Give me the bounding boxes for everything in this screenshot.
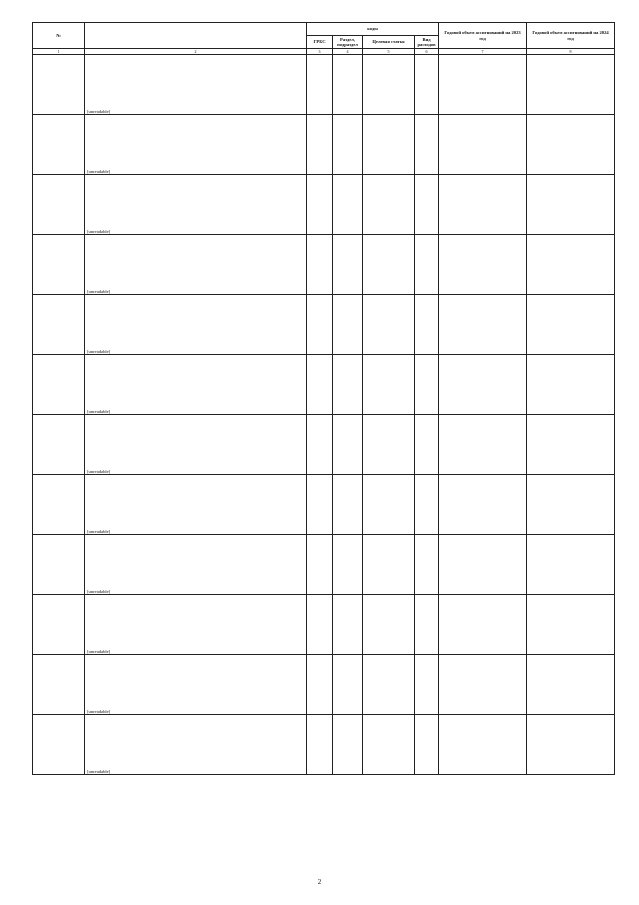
row-name: [unreadable] [85, 115, 307, 175]
row-csr [363, 235, 415, 295]
row-name: [unreadable] [85, 655, 307, 715]
row-vol2024 [527, 55, 615, 115]
row-grbs [307, 475, 333, 535]
index-cell: 5 [363, 49, 415, 55]
index-cell: 3 [307, 49, 333, 55]
row-vol2024 [527, 535, 615, 595]
row-vr [415, 55, 439, 115]
row-number [33, 475, 85, 535]
row-grbs [307, 295, 333, 355]
row-vol2023 [439, 115, 527, 175]
row-name: [unreadable] [85, 475, 307, 535]
index-cell: 2 [85, 49, 307, 55]
row-vol2024 [527, 715, 615, 775]
row-grbs [307, 115, 333, 175]
row-razdel [333, 115, 363, 175]
row-name: [unreadable] [85, 355, 307, 415]
row-vr [415, 595, 439, 655]
table-row [33, 295, 615, 355]
col-no: № [33, 23, 85, 49]
col-csr: Целевая статья [363, 36, 415, 49]
row-csr [363, 475, 415, 535]
col-vol2024: Годовой объем ассигнований на 2024 год [527, 23, 615, 49]
row-number [33, 355, 85, 415]
row-csr [363, 295, 415, 355]
row-vol2024 [527, 295, 615, 355]
row-vol2023 [439, 235, 527, 295]
row-csr [363, 535, 415, 595]
index-cell: 4 [333, 49, 363, 55]
row-vol2023 [439, 535, 527, 595]
row-razdel [333, 595, 363, 655]
row-vol2024 [527, 655, 615, 715]
row-vr [415, 355, 439, 415]
table-body [33, 55, 615, 775]
index-cell: 6 [415, 49, 439, 55]
row-vol2023 [439, 415, 527, 475]
row-csr [363, 175, 415, 235]
table-row [33, 235, 615, 295]
table-row [33, 475, 615, 535]
row-csr [363, 595, 415, 655]
row-csr [363, 715, 415, 775]
row-vr [415, 235, 439, 295]
row-csr [363, 115, 415, 175]
row-vr [415, 295, 439, 355]
row-razdel [333, 175, 363, 235]
row-vr [415, 535, 439, 595]
row-vol2024 [527, 175, 615, 235]
row-csr [363, 415, 415, 475]
row-name: [unreadable] [85, 535, 307, 595]
row-name: [unreadable] [85, 595, 307, 655]
row-number [33, 535, 85, 595]
col-codes: коды [307, 23, 439, 36]
row-vol2023 [439, 55, 527, 115]
row-vol2023 [439, 655, 527, 715]
index-cell: 8 [527, 49, 615, 55]
col-grbs: ГРБС [307, 36, 333, 49]
row-grbs [307, 715, 333, 775]
row-vr [415, 475, 439, 535]
row-vol2023 [439, 595, 527, 655]
table-row [33, 655, 615, 715]
col-razdel: Раздел, подраздел [333, 36, 363, 49]
row-grbs [307, 355, 333, 415]
row-number [33, 175, 85, 235]
row-csr [363, 55, 415, 115]
row-vol2023 [439, 715, 527, 775]
row-csr [363, 655, 415, 715]
row-name: [unreadable] [85, 175, 307, 235]
row-razdel [333, 295, 363, 355]
table-row [33, 415, 615, 475]
budget-table [32, 22, 615, 775]
col-name [85, 23, 307, 49]
row-number [33, 55, 85, 115]
row-vr [415, 115, 439, 175]
row-vol2024 [527, 415, 615, 475]
row-grbs [307, 175, 333, 235]
budget-table-page [32, 22, 614, 775]
col-vol2023: Годовой объем ассигнований на 2023 год [439, 23, 527, 49]
row-vol2024 [527, 115, 615, 175]
row-razdel [333, 655, 363, 715]
index-cell: 1 [33, 49, 85, 55]
row-vol2024 [527, 235, 615, 295]
row-razdel [333, 235, 363, 295]
row-vr [415, 175, 439, 235]
row-number [33, 715, 85, 775]
row-number [33, 295, 85, 355]
row-grbs [307, 655, 333, 715]
row-name: [unreadable] [85, 295, 307, 355]
row-vol2024 [527, 475, 615, 535]
row-razdel [333, 355, 363, 415]
col-vr: Вид расходов [415, 36, 439, 49]
table-row [33, 595, 615, 655]
row-number [33, 415, 85, 475]
row-vol2023 [439, 355, 527, 415]
row-name: [unreadable] [85, 415, 307, 475]
row-vr [415, 655, 439, 715]
table-row [33, 55, 615, 115]
row-grbs [307, 55, 333, 115]
row-number [33, 595, 85, 655]
table-row [33, 535, 615, 595]
row-razdel [333, 55, 363, 115]
row-vr [415, 415, 439, 475]
row-vol2023 [439, 175, 527, 235]
table-row [33, 115, 615, 175]
row-razdel [333, 475, 363, 535]
row-grbs [307, 595, 333, 655]
row-grbs [307, 235, 333, 295]
row-name: [unreadable] [85, 235, 307, 295]
row-vol2024 [527, 355, 615, 415]
row-name: [unreadable] [85, 55, 307, 115]
row-number [33, 235, 85, 295]
row-razdel [333, 415, 363, 475]
row-csr [363, 355, 415, 415]
index-cell: 7 [439, 49, 527, 55]
row-number [33, 115, 85, 175]
row-grbs [307, 535, 333, 595]
row-number [33, 655, 85, 715]
table-row [33, 355, 615, 415]
table-row [33, 175, 615, 235]
row-razdel [333, 535, 363, 595]
row-razdel [333, 715, 363, 775]
row-vr [415, 715, 439, 775]
row-grbs [307, 415, 333, 475]
row-vol2023 [439, 295, 527, 355]
row-name: [unreadable] [85, 715, 307, 775]
page-number: 2 [317, 878, 322, 886]
table-row [33, 715, 615, 775]
row-vol2024 [527, 595, 615, 655]
row-vol2023 [439, 475, 527, 535]
